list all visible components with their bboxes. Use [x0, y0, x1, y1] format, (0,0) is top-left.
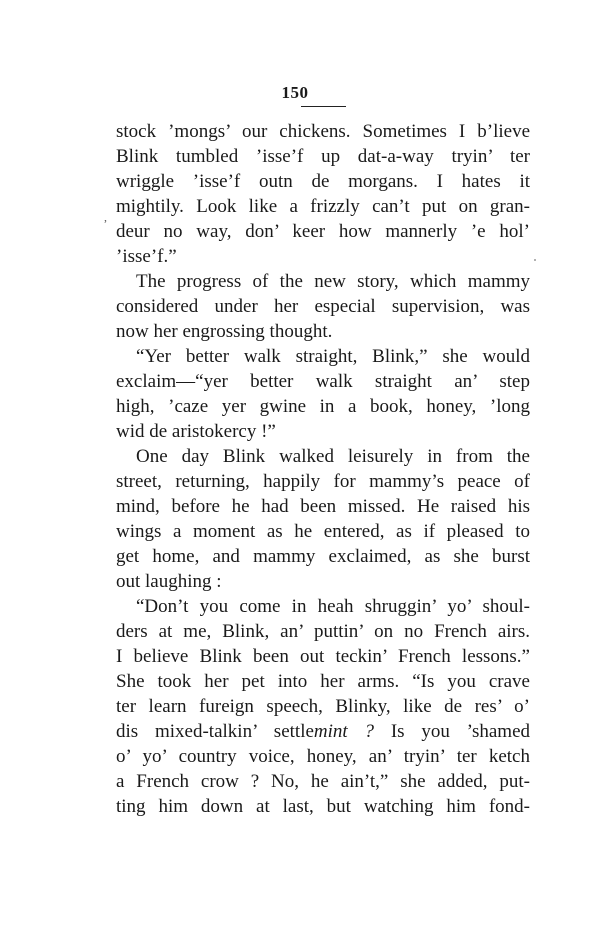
- text-line: mightily. Look like a frizzly can’t put on gran-: [116, 196, 530, 217]
- text-line: mind, before he had been missed. He raised his: [116, 496, 530, 517]
- text-line: get home, and mammy exclaimed, as she burst: [116, 546, 530, 567]
- text-line: high, ’caze yer gwine in a book, honey, ’long: [116, 396, 530, 417]
- text-line: wriggle ’isse’f outn de morgans. I hates it: [116, 171, 530, 192]
- text-line: exclaim—“yer better walk straight an’ step: [116, 371, 530, 392]
- text-line: ter learn fureign speech, Blinky, like de res’ o’: [116, 696, 530, 717]
- text-line: street, returning, happily for mammy’s peace of: [116, 471, 530, 492]
- body-text: [116, 119, 530, 819]
- text-line: wid de aristokercy !”: [116, 421, 276, 442]
- text-line: o’ yo’ country voice, honey, an’ tryin’ ter ketch: [116, 746, 530, 767]
- text-line: [116, 719, 530, 744]
- text-run: dis mixed-talkin’ settle: [116, 721, 314, 742]
- text-line: She took her pet into her arms. “Is you crave: [116, 671, 530, 692]
- text-line: I believe Blink been out teckin’ French lessons.”: [116, 646, 530, 667]
- margin-mark: ,: [104, 210, 107, 224]
- text-line: ’isse’f.”: [116, 246, 177, 267]
- text-line: now her engrossing thought.: [116, 321, 333, 342]
- text-line: Blink tumbled ’isse’f up dat-a-way tryin’ ter: [116, 146, 530, 167]
- text-line: out laughing :: [116, 571, 222, 592]
- text-line: One day Blink walked leisurely in from the: [136, 446, 530, 467]
- paper-speck: [534, 259, 536, 261]
- text-line: deur no way, don’ keer how mannerly ’e hol’: [116, 221, 530, 242]
- text-line: ting him down at last, but watching him fond-: [116, 796, 530, 817]
- text-run: Is you ’shamed: [374, 721, 531, 742]
- text-line: considered under her especial supervision, was: [116, 296, 530, 317]
- page-number: 150: [281, 83, 309, 102]
- text-line: “Yer better walk straight, Blink,” she would: [136, 346, 530, 367]
- italic-word: mint ?: [313, 721, 375, 742]
- text-line: ders at me, Blink, an’ puttin’ on no French airs.: [116, 621, 530, 642]
- text-line: “Don’t you come in heah shruggin’ yo’ shoul-: [136, 596, 530, 617]
- text-line: a French crow ? No, he ain’t,” she added, put-: [116, 771, 530, 792]
- text-line: wings a moment as he entered, as if pleased to: [116, 521, 530, 542]
- text-line: stock ’mongs’ our chickens. Sometimes I b’lieve: [116, 121, 530, 142]
- text-line: The progress of the new story, which mammy: [136, 271, 530, 292]
- page-number-rule: [301, 106, 346, 107]
